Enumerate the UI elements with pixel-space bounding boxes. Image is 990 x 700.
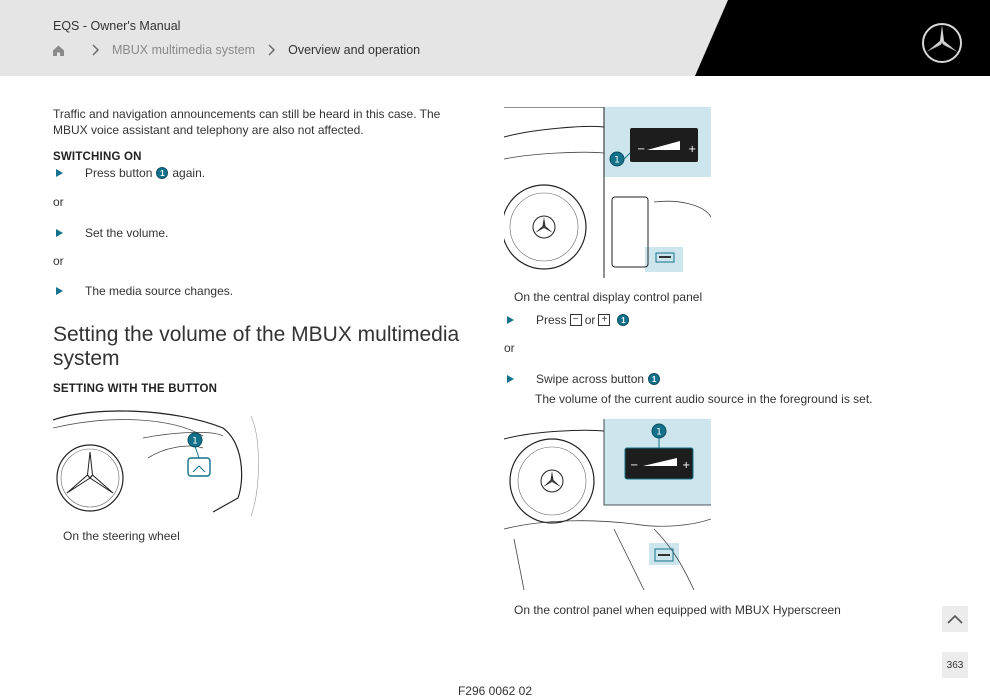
intro-line-2: MBUX voice assistant and telephony are also not affected.: [53, 123, 364, 137]
intro-line-1: Traffic and navigation announcements can still be heard in this case. The: [53, 107, 441, 121]
step-set-volume: Set the volume.: [56, 225, 168, 241]
central-display-illustration: [504, 107, 711, 278]
section-title: Setting the volume of the MBUX multimedia system: [53, 323, 460, 370]
svg-text:−: −: [637, 144, 646, 155]
svg-text:+: +: [688, 144, 697, 155]
svg-text:−: −: [630, 460, 639, 471]
caption-steering-wheel: On the steering wheel: [63, 529, 180, 543]
svg-text:1: 1: [656, 427, 662, 438]
step-press-button: Press button 1 again.: [56, 165, 205, 181]
caption-central-display: On the central display control panel: [514, 290, 703, 304]
svg-text:1: 1: [614, 155, 620, 166]
plus-key-icon: +: [598, 314, 610, 326]
chevron-right-icon: [267, 44, 276, 56]
svg-text:+: +: [682, 460, 691, 471]
bullet-arrow-icon: [56, 229, 63, 237]
bullet-arrow-icon: [56, 287, 63, 295]
minus-key-icon: −: [570, 314, 582, 326]
steering-wheel-illustration: [53, 408, 263, 520]
header-black-panel: [0, 0, 990, 76]
chevron-up-icon: [947, 614, 963, 624]
breadcrumb: [52, 41, 420, 59]
figure-code: F296 0062 02: [457, 684, 533, 698]
breadcrumb-item-mbux[interactable]: MBUX multimedia system: [112, 43, 256, 57]
bullet-arrow-icon: [56, 169, 63, 177]
hyperscreen-illustration: [504, 419, 711, 590]
setting-with-button-heading: SETTING WITH THE BUTTON: [53, 383, 218, 395]
svg-text:1: 1: [192, 436, 198, 447]
mercedes-star-logo: [921, 22, 963, 64]
or-text: or: [53, 195, 64, 209]
bullet-arrow-icon: [507, 316, 514, 324]
button-1-badge-icon: 1: [617, 314, 629, 326]
volume-note: The volume of the current audio source in the foreground is set.: [535, 392, 873, 406]
or-text: or: [504, 341, 515, 355]
button-1-badge-icon: 1: [648, 373, 660, 385]
step-media-source: The media source changes.: [56, 283, 233, 299]
step-press-minus-plus: Press − or + 1: [507, 312, 633, 328]
chevron-right-icon: [91, 44, 100, 56]
or-text: or: [53, 254, 64, 268]
home-icon[interactable]: [52, 44, 65, 57]
scroll-to-top-button[interactable]: [942, 606, 968, 632]
caption-hyperscreen: On the control panel when equipped with MBUX Hyperscreen: [514, 603, 841, 617]
bullet-arrow-icon: [507, 375, 514, 383]
page-number[interactable]: 363: [942, 652, 968, 678]
switching-on-heading: SWITCHING ON: [53, 151, 142, 163]
document-title: EQS - Owner's Manual: [53, 19, 181, 33]
step-swipe-button: Swipe across button 1: [507, 371, 664, 387]
button-1-badge-icon: 1: [156, 167, 168, 179]
breadcrumb-item-overview[interactable]: Overview and operation: [288, 43, 421, 57]
